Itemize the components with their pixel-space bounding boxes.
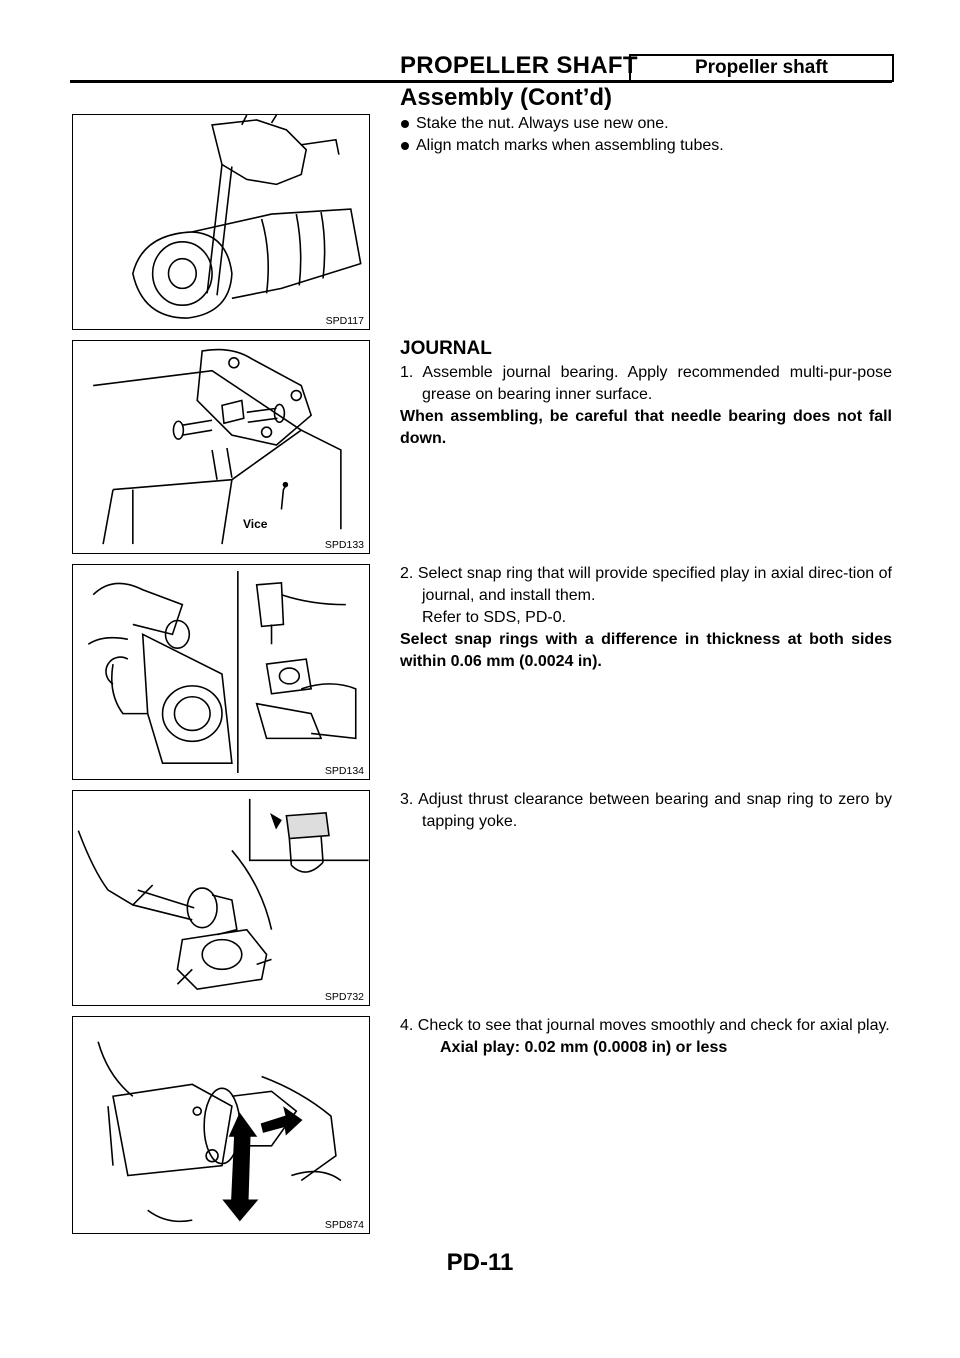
bullet-icon [401,120,409,128]
chapter-title: PROPELLER SHAFT [400,52,638,79]
vice-label: Vice [243,517,268,531]
figure-code: SPD732 [324,991,364,1003]
sds-reference: Refer to SDS, PD-0. [422,609,567,626]
figure-code: SPD133 [324,539,364,551]
axial-play-spec: Axial play: 0.02 mm (0.0008 in) or less [440,1039,728,1056]
page-number: PD-11 [446,1249,514,1276]
figure-spd874 [72,1016,370,1234]
illustration-tapping-yoke [73,791,369,1005]
illustration-journal-vice [73,341,369,553]
caution-note-2: Select snap rings with a difference in thickness at both sides within 0.06 mm (0.0024 in). [400,631,892,670]
bullet-item: Align match marks when assembling tubes. [400,135,892,157]
caution-note-1: When assembling, be careful that needle bearing does not fall down. [400,408,892,447]
text-block-snap-ring [400,563,892,673]
text-block-thrust [400,789,892,833]
illustration-axial-play-check [73,1017,369,1233]
step-2: 2. Select snap ring that will provide specified play in axial direc-tion of journal, and install them. [400,565,892,604]
illustration-snap-ring [73,565,369,779]
figure-code: SPD874 [324,1219,364,1231]
illustration-stake-nut [73,115,369,329]
subsection-badge: Propeller shaft [629,54,894,82]
bullet-icon [401,142,409,150]
text-block-journal [400,362,892,450]
figure-code: SPD134 [324,765,364,777]
journal-heading: JOURNAL [400,338,492,359]
section-title: Assembly (Cont’d) [400,84,613,111]
figure-spd732 [72,790,370,1006]
step-4: 4. Check to see that journal moves smoothly and check for axial play. [400,1017,890,1034]
figure-spd134 [72,564,370,780]
text-block-stake [400,113,892,157]
bullet-item: Stake the nut. Always use new one. [400,113,892,135]
step-3: 3. Adjust thrust clearance between bearing and snap ring to zero by tapping yoke. [400,791,892,830]
figure-code: SPD117 [325,315,364,327]
figure-spd117 [72,114,370,330]
figure-spd133 [72,340,370,554]
step-1: 1. Assemble journal bearing. Apply recommended multi-pur-pose grease on bearing inner surface. [400,364,892,403]
text-block-axial-play [400,1015,892,1059]
header-rule [70,80,892,83]
